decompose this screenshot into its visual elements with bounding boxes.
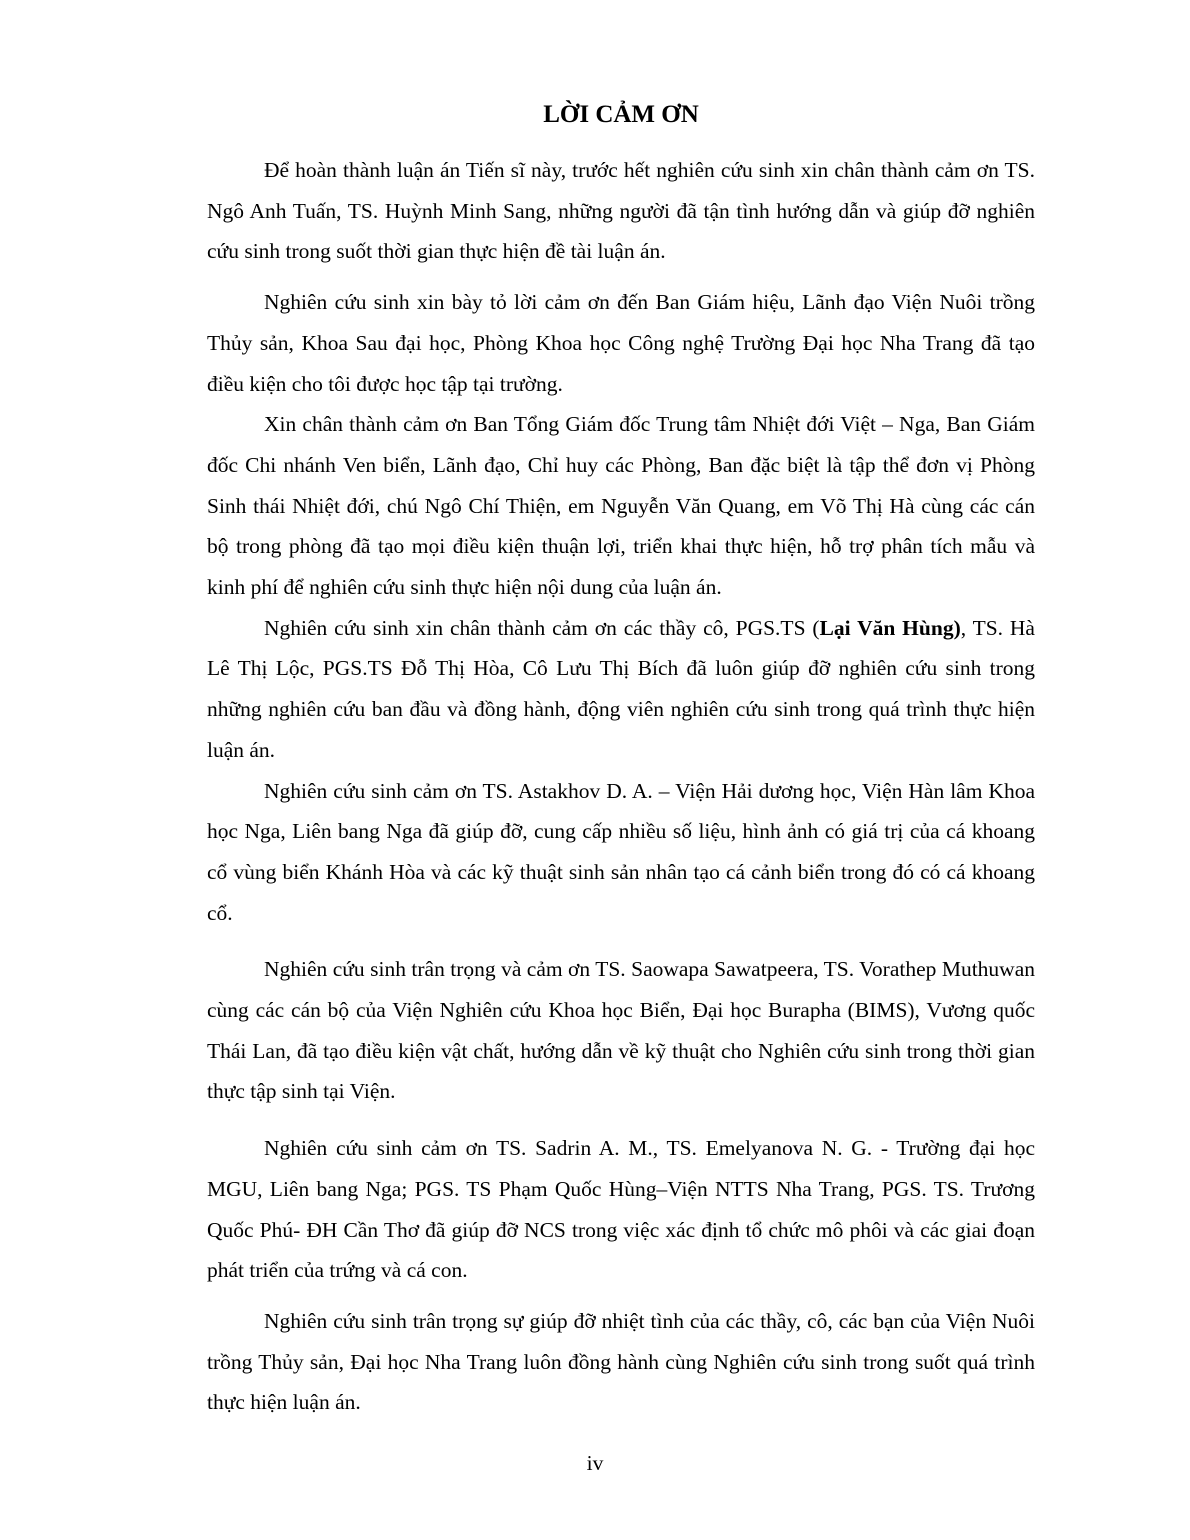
paragraph-4-bold-name: Lại Văn Hùng) bbox=[819, 615, 961, 640]
paragraph-5: Nghiên cứu sinh cảm ơn TS. Astakhov D. A. – Viện Hải dương học, Viện Hàn lâm Khoa học Nga, Liên bang Nga đã giúp đỡ, cung cấp nhiều số liệu, hình ảnh có giá trị của cá khoang cổ vùng biển Khánh Hòa và các kỹ thuật sinh sản nhân tạo cá cảnh biển trong đó có cá khoang cổ. bbox=[207, 778, 1035, 925]
paragraph-4-text-end: , TS. Hà Lê Thị Lộc, PGS.TS Đỗ Thị Hòa, Cô Lưu Thị Bích đã luôn giúp đỡ nghiên cứu sinh trong những nghiên cứu ban đầu và đồng hành, động viên nghiên cứu sinh trong quá trình thực hiện luận án. bbox=[207, 615, 1035, 762]
paragraph-3: Xin chân thành cảm ơn Ban Tổng Giám đốc Trung tâm Nhiệt đới Việt – Nga, Ban Giám đốc Chi nhánh Ven biển, Lãnh đạo, Chỉ huy các Phòng, Ban đặc biệt là tập thể đơn vị Phòng Sinh thái Nhiệt đới, chú Ngô Chí Thiện, em Nguyễn Văn Quang, em Võ Thị Hà cùng các cán bộ trong phòng đã tạo mọi điều kiện thuận lợi, triển khai thực hiện, hỗ trợ phân tích mẫu và kinh phí để nghiên cứu sinh thực hiện nội dung của luận án. bbox=[207, 412, 1035, 600]
paragraph-8: Nghiên cứu sinh trân trọng sự giúp đỡ nhiệt tình của các thầy, cô, các bạn của Viện Nuôi trồng Thủy sản, Đại học Nha Trang luôn đồng hành cùng Nghiên cứu sinh trong suốt quá trình thực hiện luận án. bbox=[207, 1308, 1035, 1415]
paragraph-1: Để hoàn thành luận án Tiến sĩ này, trước hết nghiên cứu sinh xin chân thành cảm ơn TS. Ngô Anh Tuấn, TS. Huỳnh Minh Sang, những người đã tận tình hướng dẫn và giúp đỡ nghiên cứu sinh trong suốt thời gian thực hiện đề tài luận án. bbox=[207, 158, 1035, 264]
paragraph-2: Nghiên cứu sinh xin bày tỏ lời cảm ơn đến Ban Giám hiệu, Lãnh đạo Viện Nuôi trồng Thủy sản, Khoa Sau đại học, Phòng Khoa học Công nghệ Trường Đại học Nha Trang đã tạo điều kiện cho tôi được học tập tại trường. bbox=[207, 290, 1035, 396]
paragraph-4-text-start: Nghiên cứu sinh xin chân thành cảm ơn các thầy cô, PGS.TS ( bbox=[264, 615, 820, 640]
page-title: LỜI CẢM ƠN bbox=[543, 101, 699, 128]
document-page bbox=[207, 100, 1035, 1423]
paragraph-4 bbox=[207, 608, 1035, 771]
page-number: iv bbox=[586, 1451, 604, 1475]
paragraph-7: Nghiên cứu sinh cảm ơn TS. Sadrin A. M., TS. Emelyanova N. G. - Trường đại học MGU, Liên bang Nga; PGS. TS Phạm Quốc Hùng–Viện NTTS Nha Trang, PGS. TS. Trương Quốc Phú- ĐH Cần Thơ đã giúp đỡ NCS trong việc xác định tổ chức mô phôi và các giai đoạn phát triển của trứng và cá con. bbox=[207, 1136, 1035, 1283]
paragraph-6: Nghiên cứu sinh trân trọng và cảm ơn TS. Saowapa Sawatpeera, TS. Vorathep Muthuwan cùng các cán bộ của Viện Nghiên cứu Khoa học Biển, Đại học Burapha (BIMS), Vương quốc Thái Lan, đã tạo điều kiện vật chất, hướng dẫn về kỹ thuật cho Nghiên cứu sinh trong thời gian thực tập sinh tại Viện. bbox=[207, 957, 1035, 1104]
